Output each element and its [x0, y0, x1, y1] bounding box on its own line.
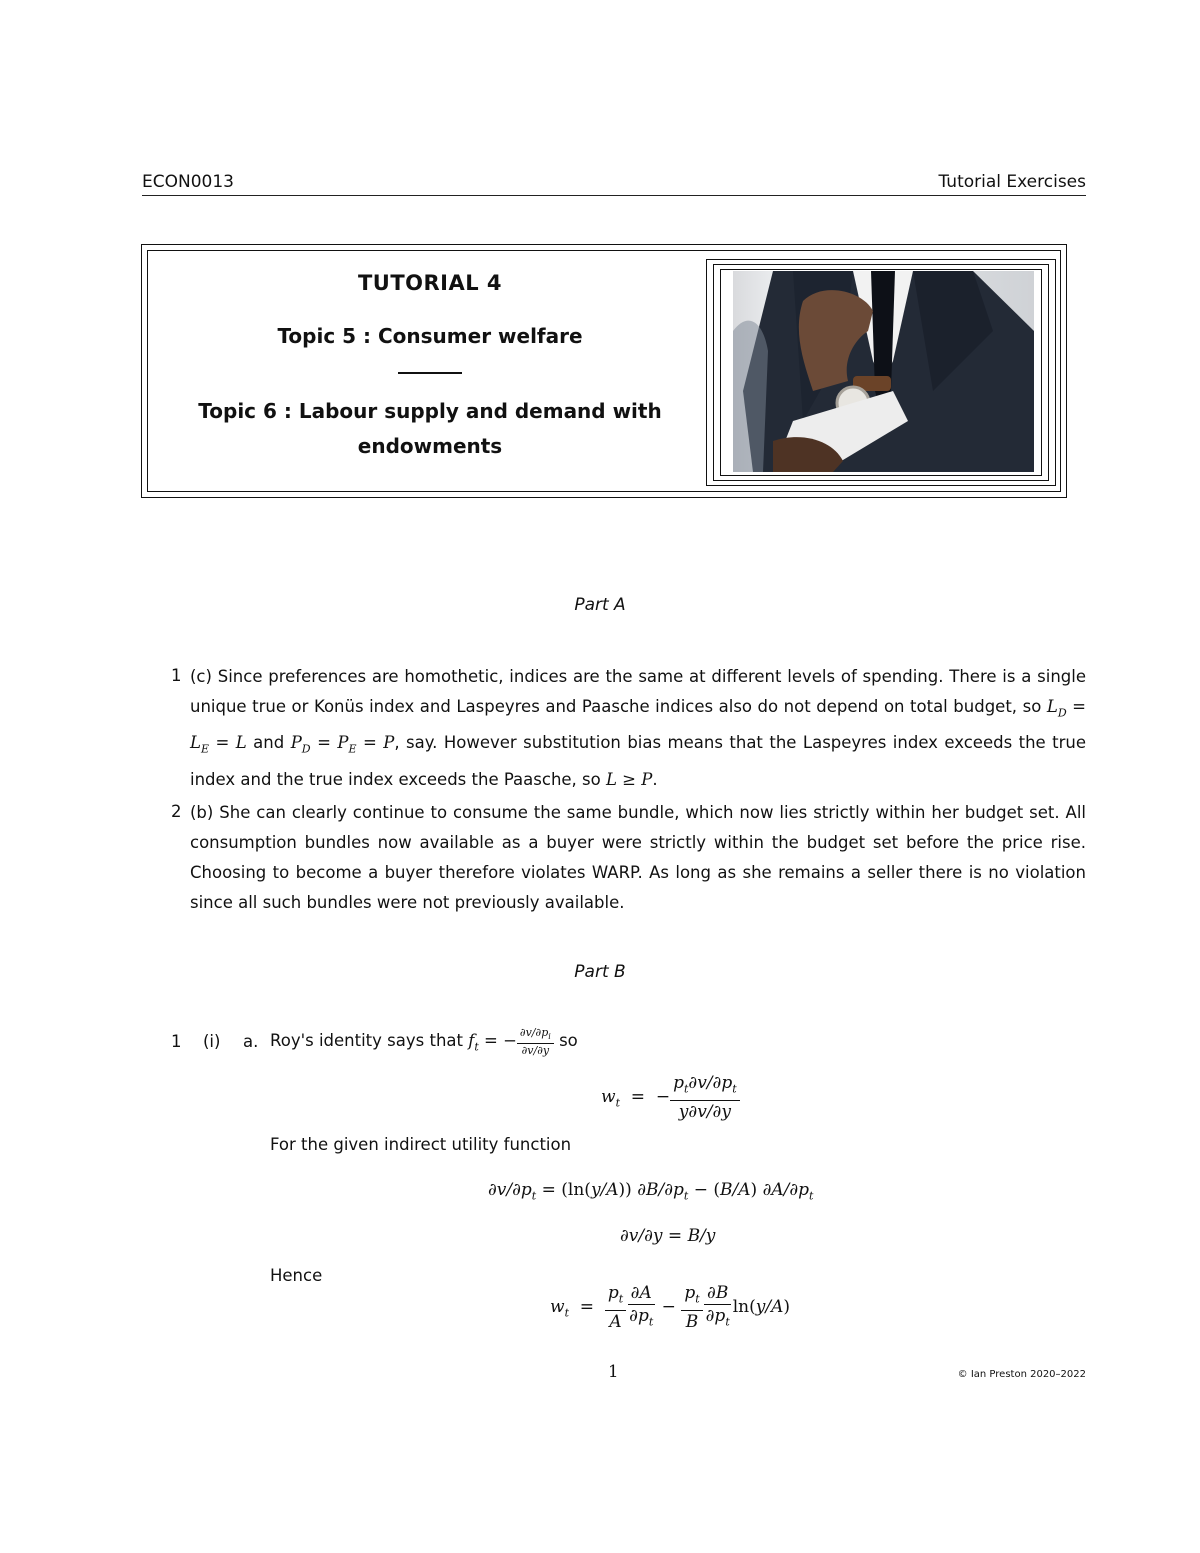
given-function-text: For the given indirect utility function [270, 1135, 572, 1154]
part-a-q2-number: 2 [171, 802, 182, 821]
topic-6-title: Topic 6 : Labour supply and demand with endowments [198, 399, 662, 458]
header-doc-type: Tutorial Exercises [938, 172, 1086, 192]
q1-math-l-eq: $L_D = L_E = L$ [190, 697, 1087, 756]
part-b-heading: Part B [574, 962, 626, 982]
part-a-heading: Part A [574, 595, 626, 615]
roys-identity-line [270, 1026, 578, 1057]
roys-identity-formula: $f_t$ = − $\frac{\partial v/\partial p_i}{\partial v/\partial y}$ [468, 1031, 554, 1050]
businessman-photo [733, 271, 1034, 472]
topic-divider [398, 372, 462, 374]
header-rule [142, 195, 1086, 196]
part-b-q1-subpart: (i) [203, 1032, 221, 1051]
q1-text-1: (c) Since preferences are homothetic, indices are the same at different levels of spending. There is a single unique true or Konüs index and Laspeyres and Paasche indices also do not depend on total budget, so [190, 667, 1086, 716]
q1-text-3: , say. However substitution bias means that the Laspeyres index exceeds the true index and the true index exceeds the Paasche, so [190, 733, 1087, 789]
page-number: 1 [608, 1362, 619, 1381]
q1-text-2: and [253, 733, 285, 753]
q1-math-p-eq: $P_D = P_E = P$ [290, 733, 395, 756]
part-b-q1-number: 1 [171, 1032, 182, 1051]
topic-5-title: Topic 5 : Consumer welfare [277, 324, 583, 348]
part-b-q1-item: a. [243, 1032, 259, 1051]
equation-wt-result: $w_t$ = $\frac{p_t}{A}$ $\frac{\partial A}{\partial p_t}$ − $\frac{p_t}{B}$ $\frac{\partial B}{\partial p_t}$ ln(y/A) [550, 1283, 791, 1333]
part-a-q1-answer: (c) Since preferences are homothetic, indices are the same at different levels of spending. There is a single unique true or Konüs index and Laspeyres and Paasche indices also do not depend on total budget, so $L_D = L_E = L$ and $P_D = P_E = P$, say. However substitution bias means that the Laspeyres index exceeds the true index and the true index exceeds the Paasche, so L ≥ P. [190, 667, 1087, 789]
roys-identity-so: so [559, 1031, 578, 1051]
equation-wt-roy: $w_t$ = − $\frac{p_t\partial v/\partial p_t}{y\partial v/\partial y}$ [601, 1072, 740, 1123]
roys-identity-text: Roy's identity says that [270, 1031, 463, 1051]
copyright-notice: © Ian Preston 2020–2022 [957, 1369, 1086, 1380]
q1-math-l-geq-p: L ≥ P [605, 769, 653, 789]
equation-dv-dpt: $\partial v/\partial p_t = (\ln(y/A)) \partial B/\partial p_t - (B/A)$ $\partial A/\partial p_t$ [488, 1180, 814, 1203]
hence-text: Hence [270, 1266, 323, 1285]
part-a-q2-answer: (b) She can clearly continue to consume the same bundle, which now lies strictly within her budget set. All consumption bundles now available as a buyer were strictly within the budget set before the price rise. Choosing to become a buyer therefore violates WARP. As long as she remains a seller there is no violation since all such bundles were not previously available. [190, 803, 1086, 912]
equation-dv-dy: ∂v/∂y = B/y [620, 1226, 716, 1246]
part-a-q1-number: 1 [171, 666, 182, 685]
tutorial-title: TUTORIAL 4 [357, 271, 503, 295]
header-course-code: ECON0013 [142, 172, 234, 192]
